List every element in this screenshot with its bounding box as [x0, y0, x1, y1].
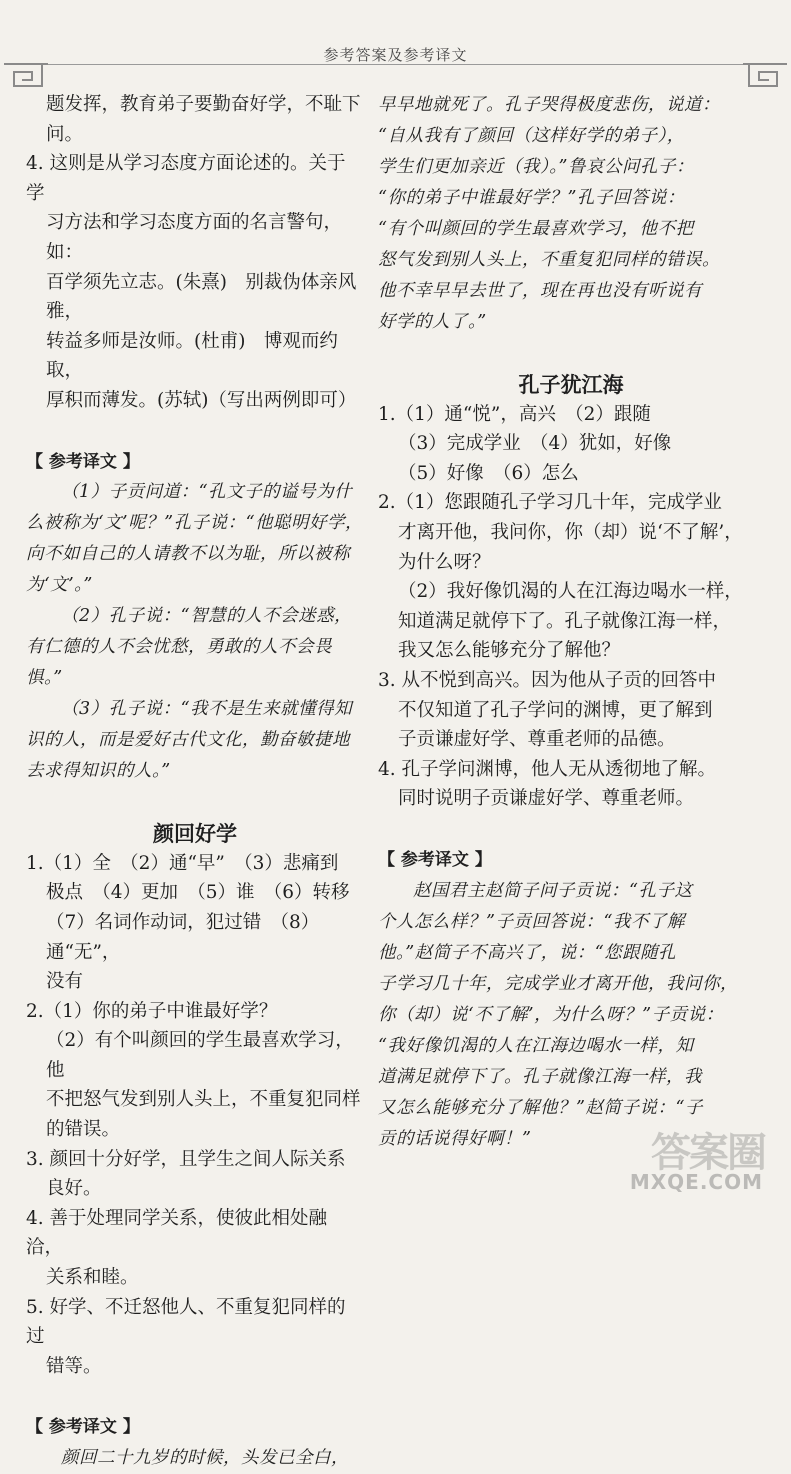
translation-line: 好学的人了。” [378, 312, 487, 332]
answer-4-line-1: 4. 这则是从学习态度方面论述的。关于学 [26, 153, 346, 204]
answer-line: 不把怒气发到别人头上，不重复犯同样 [46, 1089, 361, 1111]
answer-line: 子贡谦虚好学、尊重老师的品德。 [398, 729, 676, 751]
left-column [26, 90, 364, 1474]
answer-line: 良好。 [46, 1178, 102, 1200]
answer-line: （3）完成学业 （4）犹如，好像 [398, 433, 672, 455]
answer-4-line-4: 转益多师是汝师。(杜甫) 博观而约取， [46, 330, 338, 382]
fret-ornament-right [741, 62, 789, 92]
translation-line: 子学习几十年，完成学业才离开他，我问你， [378, 973, 738, 994]
answer-line: 我又怎么能够充分了解他？ [398, 640, 621, 662]
answer-line: 1.（1）全 （2）通“早” （3）悲痛到 [26, 852, 339, 874]
answer-4-line-3: 百学须先立志。(朱熹) 别裁伪体亲风雅， [46, 271, 357, 323]
fret-ornament-left [2, 62, 50, 92]
answer-line: 不仅知道了孔子学问的渊博，更了解到 [398, 699, 713, 721]
translation-line: 怒气发到别人头上，不重复犯同样的错误。 [378, 250, 720, 270]
answer-4-line-2: 习方法和学习态度方面的名言警句，如： [46, 212, 343, 263]
translation-line: “自从我有了颜回（这样好学的弟子）， [378, 126, 685, 146]
translation-line: 早早地就死了。孔子哭得极度悲伤，说道： [378, 95, 720, 115]
kongzi-answers [378, 400, 764, 814]
yanhui-answers [26, 849, 364, 1382]
translation-line: （2）孔子说：“智慧的人不会迷惑， [61, 606, 353, 627]
answer-line: 极点 （4）更加 （5）谁 （6）转移 [46, 882, 350, 904]
translation-line: 又怎么能够充分了解他？”赵简子说：“子 [378, 1097, 703, 1118]
answer-line: 为什么呀？ [398, 551, 491, 573]
watermark-logo [619, 1132, 779, 1196]
answer-4-line-5: 厚积而薄发。(苏轼)（写出两例即可） [46, 389, 357, 411]
translation-line: （1）子贡问道：“孔文子的谥号为什 [61, 482, 353, 503]
translation-line: “我好像饥渴的人在江海边喝水一样，知 [378, 1035, 694, 1056]
header-rule [48, 64, 743, 65]
translation-line: 个人怎么样？”子贡回答说：“我不了解 [378, 911, 685, 932]
translation-line: 赵国君主赵简子问子贡说：“孔子这 [413, 880, 693, 901]
watermark-text: 答案圈 [651, 1130, 765, 1176]
translation-line: 有仁德的人不会忧愁，勇敢的人不会畏惧。” [26, 637, 332, 689]
translation-line: “你的弟子中谁最好学？”孔子回答说： [378, 188, 685, 208]
answer-line: （5）好像 （6）怎么 [398, 462, 579, 484]
answer-line: 4. 善于处理同学关系，使彼此相处融洽， [26, 1207, 328, 1259]
translation-line: 为‘文’。” [26, 575, 93, 596]
answer-line: 2.（1）你的弟子中谁最好学？ [26, 1000, 278, 1022]
translation-1 [26, 477, 364, 787]
translation-line: 他。”赵简子不高兴了，说：“您跟随孔 [378, 942, 677, 963]
answer-line: 知道满足就停下了。孔子就像江海一样， [398, 610, 732, 632]
reference-translation-label: 【 参考译文 】 [378, 849, 492, 870]
reference-translation-label: 【 参考译文 】 [26, 1417, 140, 1438]
watermark-url: MXQE.COM [629, 1170, 763, 1194]
translation-line: 识的人，而是爱好古代文化，勤奋敏捷地 [26, 730, 350, 751]
translation-line: 么被称为‘文’呢？”孔子说：“他聪明好学， [26, 513, 364, 534]
translation-line: 去求得知识的人。” [26, 761, 171, 782]
answer-line: 3. 颜回十分好学，且学生之间人际关系 [26, 1148, 346, 1170]
answer-line: 关系和睦。 [46, 1267, 139, 1289]
page-header [0, 0, 791, 92]
answer-line: 才离开他，我问你，你（却）说‘不了解’， [398, 521, 743, 543]
translation-line: “有个叫颜回的学生最喜欢学习，他不把 [378, 219, 694, 239]
translation-2-continued [378, 90, 764, 338]
translation-line: （3）孔子说：“我不是生来就懂得知 [61, 699, 353, 720]
translation-line: 学生们更加亲近（我）。”鲁哀公问孔子： [378, 157, 694, 177]
translation-3 [378, 876, 764, 1155]
translation-line: 道满足就停下了。孔子就像江海一样，我 [378, 1066, 702, 1087]
answer-line: 5. 好学、不迁怒他人、不重复犯同样的过 [26, 1296, 346, 1348]
answer-line: 1.（1）通“悦”，高兴 （2）跟随 [378, 403, 651, 425]
section-heading-yanhui: 颜回好学 [153, 821, 237, 847]
translation-line: 向不如自己的人请教不以为耻，所以被称 [26, 544, 350, 565]
right-column [378, 90, 764, 1155]
header-title: 参考答案及参考译文 [323, 46, 468, 64]
continued-line: 题发挥，教育弟子要勤奋好学，不耻下问。 [46, 94, 361, 145]
translation-line: 颜回二十九岁的时候，头发已全白， [61, 1448, 349, 1468]
answer-line: （7）名词作动词，犯过错 （8）通“无”， [46, 911, 320, 963]
translation-line: 你（却）说‘不了解’，为什么呀？”子贡说： [378, 1004, 724, 1025]
answer-line: 3. 从不悦到高兴。因为他从子贡的回答中 [378, 669, 717, 691]
answer-line: 错等。 [46, 1355, 102, 1377]
answer-line: 没有 [46, 971, 84, 993]
answer-line: （2）有个叫颜回的学生最喜欢学习，他 [46, 1030, 354, 1081]
reference-translation-label: 【 参考译文 】 [26, 451, 140, 472]
answer-line: 2.（1）您跟随孔子学习几十年，完成学业 [378, 492, 722, 514]
answer-line: 的错误。 [46, 1119, 121, 1141]
translation-line: 贡的话说得好啊！” [378, 1128, 532, 1149]
answer-line: 同时说明子贡谦虚好学、尊重老师。 [398, 788, 695, 810]
answer-line: （2）我好像饥渴的人在江海边喝水一样， [398, 581, 743, 603]
translation-line: 他不幸早早去世了，现在再也没有听说有 [378, 281, 702, 301]
section-heading-kongzi: 孔子犹江海 [518, 372, 624, 397]
answer-line: 4. 孔子学问渊博，他人无从透彻地了解。 [378, 758, 717, 780]
